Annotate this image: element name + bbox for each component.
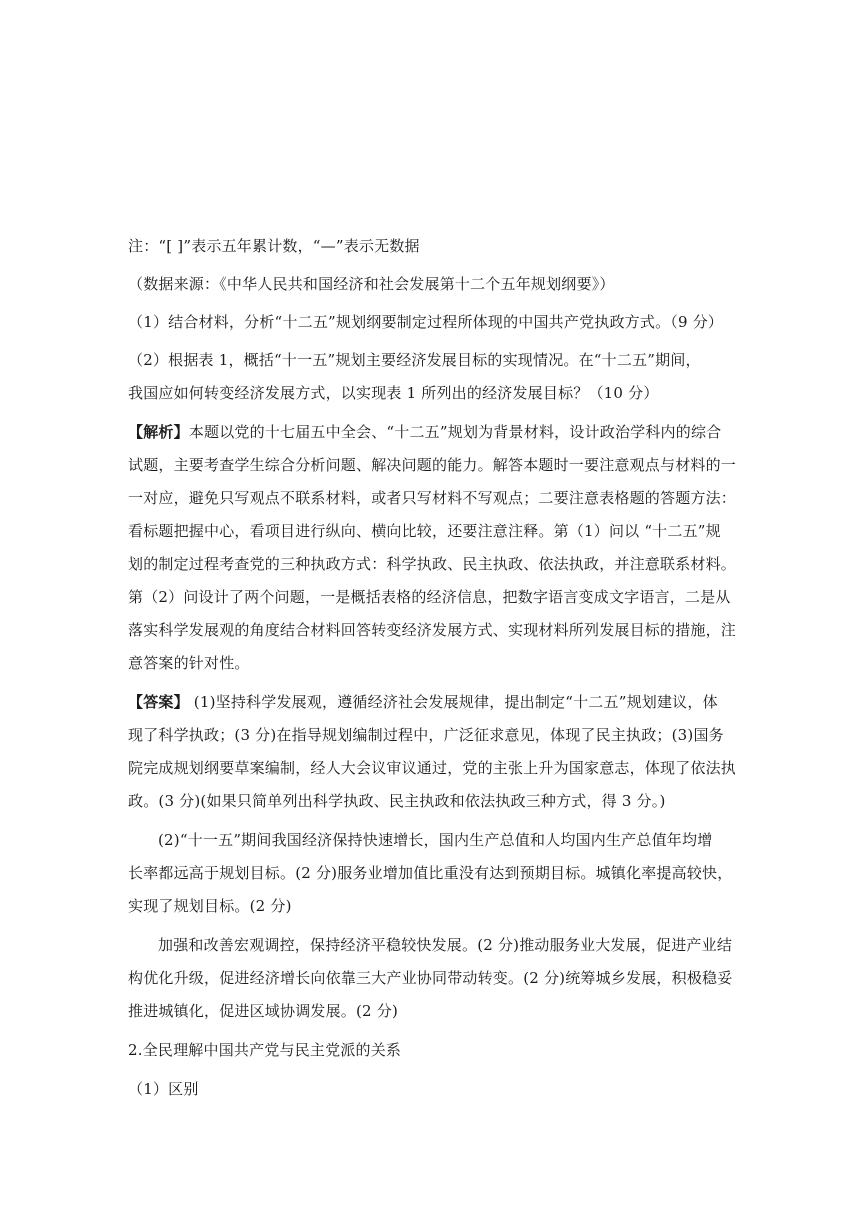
question-2-line: 我国应如何转变经济发展方式，以实现表 1 所列出的经济发展目标？（10 分） [128, 384, 659, 402]
question-2-line: （2）根据表 1，概括“十一五”规划主要经济发展目标的实现情况。在“十二五”期间， [128, 351, 701, 369]
answer-text: (1)坚持科学发展观，遵循经济社会发展规律，提出制定“十二五”规划建议，体 [188, 693, 718, 711]
answer-part3-line: 推进城镇化，促进区域协调发展。(2 分) [128, 1002, 399, 1020]
answer-part3-line: 加强和改善宏观调控，保持经济平稳较快发展。(2 分)推动服务业大发展，促进产业结 [158, 936, 733, 954]
analysis-line [128, 422, 732, 443]
analysis-line: 试题，主要考查学生综合分析问题、解决问题的能力。解答本题时一要注意观点与材料的一 [128, 456, 737, 474]
answer-label: 【答案】 [128, 693, 189, 711]
analysis-line: 一对应，避免只写观点不联系材料，或者只写材料不写观点；二要注意表格题的答题方法： [128, 489, 737, 507]
analysis-line: 第（2）问设计了两个问题，一是概括表格的经济信息，把数字语言变成文字语言，二是从 [128, 588, 731, 606]
analysis-line: 看标题把握中心，看项目进行纵向、横向比较，还要注意注释。第（1）问以 “十二五”规 [128, 522, 721, 540]
answer-line [128, 692, 732, 713]
question-1: （1）结合材料，分析“十二五”规划纲要制定过程所体现的中国共产党执政方式。（9 分） [128, 313, 724, 331]
analysis-text: 本题以党的十七届五中全会、“十二五”规划为背景材料，设计政治学科内的综合 [188, 423, 722, 441]
data-source: （数据来源：《中华人民共和国经济和社会发展第十二个五年规划纲要》） [128, 275, 615, 293]
analysis-line: 意答案的针对性。 [128, 654, 250, 672]
answer-part3-line: 构优化升级，促进经济增长向依靠三大产业协同带动转变。(2 分)统筹城乡发展，积极稳妥 [128, 969, 733, 987]
analysis-line: 落实科学发展观的角度结合材料回答转变经济发展方式、实现材料所列发展目标的措施，注 [128, 621, 737, 639]
answer-line: 政。(3 分)(如果只简单列出科学执政、民主执政和依法执政三种方式，得 3 分。) [128, 792, 666, 810]
section-2-title: 2.全民理解中国共产党与民主党派的关系 [128, 1041, 402, 1059]
answer-line: 现了科学执政；(3 分)在指导规划编制过程中，广泛征求意见，体现了民主执政；(3)国务 [128, 726, 724, 744]
answer-part2-line: (2)“十一五”期间我国经济保持快速增长，国内生产总值和人均国内生产总值年均增 [158, 831, 713, 849]
answer-part2-line: 实现了规划目标。(2 分) [128, 897, 292, 915]
table-note: 注：“[ ]”表示五年累计数，“—”表示无数据 [128, 237, 420, 255]
analysis-line: 划的制定过程考查党的三种执政方式：科学执政、民主执政、依法执政，并注意联系材料。 [128, 555, 737, 573]
analysis-label: 【解析】 [128, 423, 189, 441]
document-body [128, 236, 737, 1100]
section-2-subtitle: （1）区别 [128, 1080, 199, 1098]
answer-part2-line: 长率都远高于规划目标。(2 分)服务业增加值比重没有达到预期目标。城镇化率提高较快， [128, 864, 733, 882]
answer-line: 院完成规划纲要草案编制，经人大会议审议通过，党的主张上升为国家意志，体现了依法执 [128, 759, 737, 777]
